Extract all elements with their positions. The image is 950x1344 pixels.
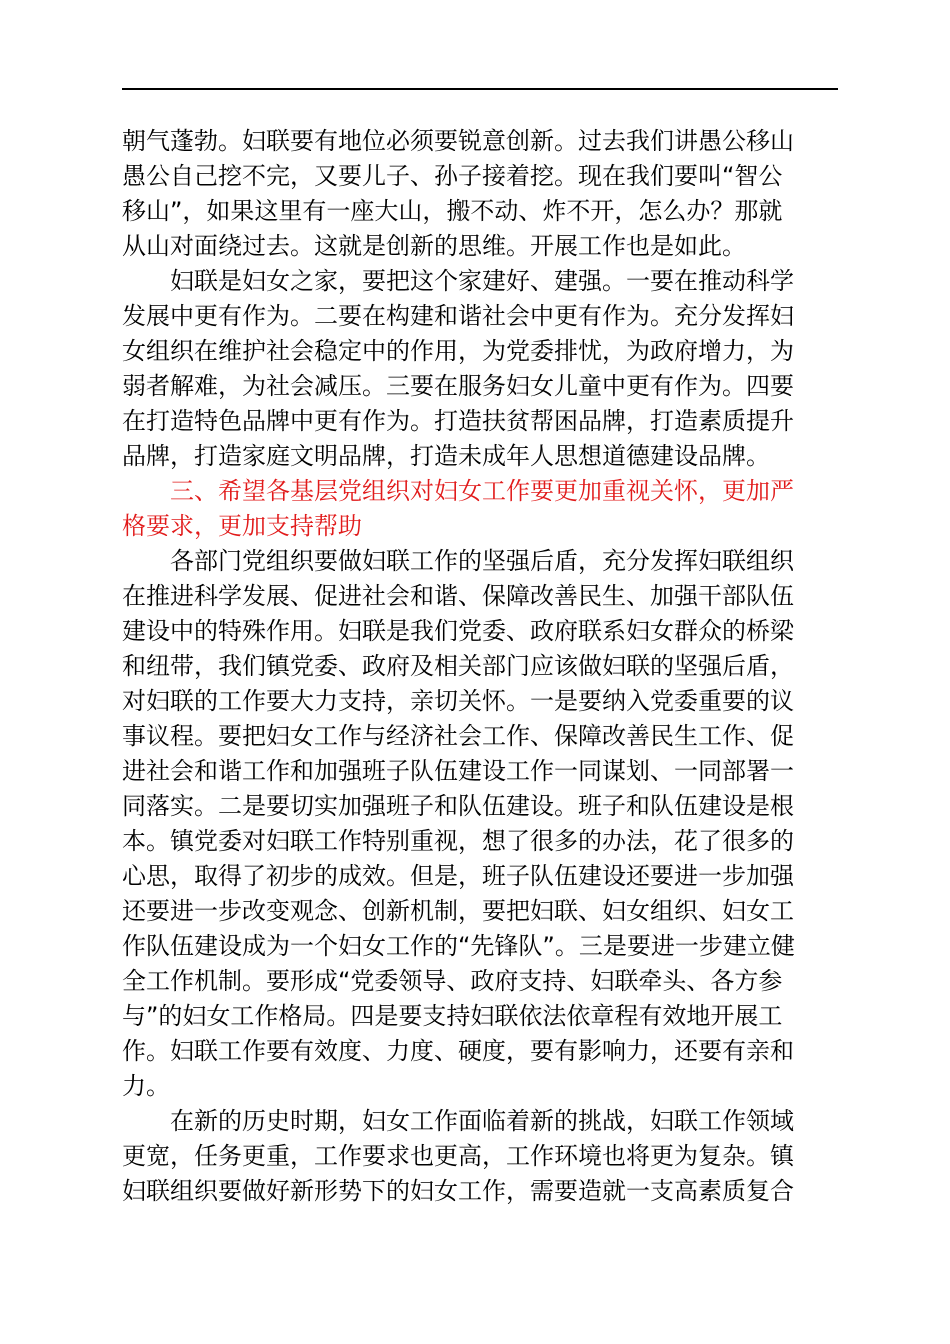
header-rule [122,88,838,90]
text-line: 更宽，任务更重，工作要求也更高，工作环境也将更为复杂。镇 [122,1142,794,1170]
text-line: 心思，取得了初步的成效。但是，班子队伍建设还要进一步加强 [122,862,794,890]
text-line: 对妇联的工作要大力支持，亲切关怀。一是要纳入党委重要的议 [122,687,794,715]
text-line: 妇联组织要做好新形势下的妇女工作，需要造就一支高素质复合 [122,1177,794,1205]
text-line: 全工作机制。要形成“党委领导、政府支持、妇联牵头、各方参 [122,967,783,995]
text-line: 在打造特色品牌中更有作为。打造扶贫帮困品牌，打造素质提升 [122,407,794,435]
text-line: 移山”，如果这里有一座大山，搬不动、炸不开，怎么办？那就 [122,197,783,225]
text-line: 发展中更有作为。二要在构建和谐社会中更有作为。充分发挥妇 [122,302,794,330]
text-line: 同落实。二是要切实加强班子和队伍建设。班子和队伍建设是根 [122,792,794,820]
text-line: 本。镇党委对妇联工作特别重视，想了很多的办法，花了很多的 [122,827,794,855]
text-line: 弱者解难，为社会减压。三要在服务妇女儿童中更有作为。四要 [122,372,794,400]
text-line: 作。妇联工作要有效度、力度、硬度，要有影响力，还要有亲和 [122,1037,794,1065]
text-line: 力。 [122,1072,170,1100]
text-line: 事议程。要把妇女工作与经济社会工作、保障改善民生工作、促 [122,722,794,750]
text-line: 在推进科学发展、促进社会和谐、保障改善民生、加强干部队伍 [122,582,794,610]
text-line: 各部门党组织要做妇联工作的坚强后盾，充分发挥妇联组织 [170,547,794,575]
text-line: 品牌，打造家庭文明品牌，打造未成年人思想道德建设品牌。 [122,442,770,470]
text-line: 朝气蓬勃。妇联要有地位必须要锐意创新。过去我们讲愚公移山 [122,127,794,155]
text-line: 从山对面绕过去。这就是创新的思维。开展工作也是如此。 [122,232,746,260]
text-line: 在新的历史时期，妇女工作面临着新的挑战，妇联工作领域 [170,1107,794,1135]
text-line: 妇联是妇女之家，要把这个家建好、建强。一要在推动科学 [170,267,794,295]
text-line: 建设中的特殊作用。妇联是我们党委、政府联系妇女群众的桥梁 [122,617,794,645]
text-line: 女组织在维护社会稳定中的作用，为党委排忧，为政府增力，为 [122,337,794,365]
section-heading: 格要求，更加支持帮助 [122,512,362,540]
text-line: 与”的妇女工作格局。四是要支持妇联依法依章程有效地开展工 [122,1002,783,1030]
text-line: 进社会和谐工作和加强班子队伍建设工作一同谋划、一同部署一 [122,757,794,785]
text-line: 还要进一步改变观念、创新机制，要把妇联、妇女组织、妇女工 [122,897,794,925]
document-body [122,124,838,1209]
section-heading: 三、希望各基层党组织对妇女工作要更加重视关怀，更加严 [170,477,794,505]
text-line: 和纽带，我们镇党委、政府及相关部门应该做妇联的坚强后盾， [122,652,794,680]
text-line: 愚公自己挖不完，又要儿子、孙子接着挖。现在我们要叫“智公 [122,162,783,190]
text-line: 作队伍建设成为一个妇女工作的“先锋队”。三是要进一步建立健 [122,932,795,960]
